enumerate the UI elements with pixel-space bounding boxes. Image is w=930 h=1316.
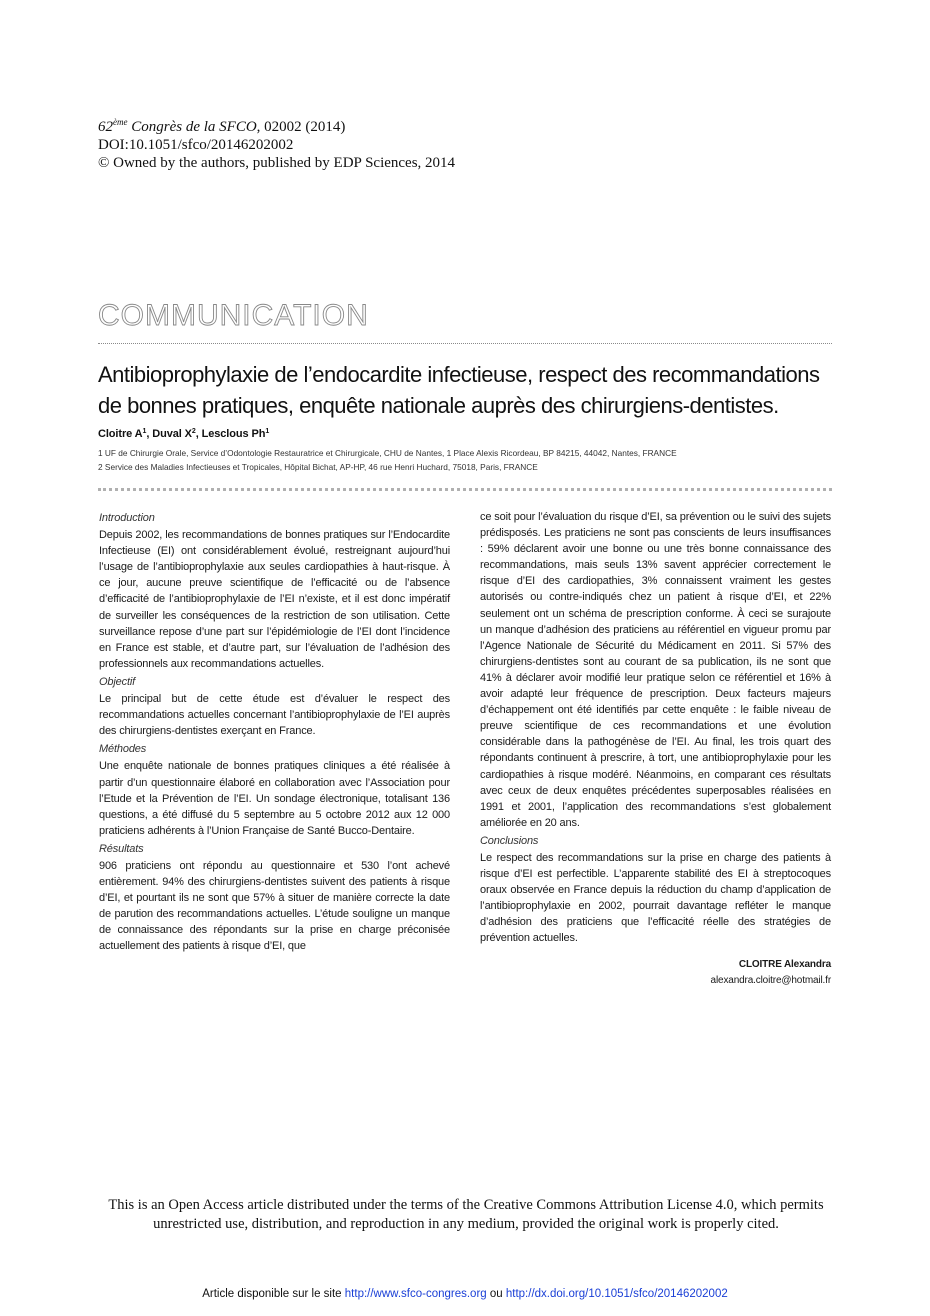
affiliation: 1 UF de Chirurgie Orale, Service d’Odontologie Restauratrice et Chirurgicale, CHU de Nantes, 1 Place Alexis Ricordeau, BP 84215, 44042, Nantes, FRANCE (98, 448, 677, 458)
affiliation: 2 Service des Maladies Infectieuses et Tropicales, Hôpital Bichat, AP-HP, 46 rue Henri Huchard, 75018, Paris, FRANCE (98, 462, 538, 472)
author-name: Duval X (152, 428, 192, 440)
objectif-text: Le principal but de cette étude est d’évaluer le respect des recommandations actuelles concernant l’antibioprophylaxie de l’EI auprès des chirurgiens-dentistes exerçant en France. (99, 693, 450, 738)
journal-citation (98, 118, 455, 136)
author-name: Lesclous Ph (201, 428, 266, 440)
congress-name: Congrès de la SFCO (127, 119, 257, 135)
resultats-text: 906 praticiens ont répondu au questionnaire et 530 l’ont achevé entièrement. 94% des chirurgiens-dentistes suivent des patients à risque d’EI, et pourtant ils ne sont que 57% à situer de manière correcte la date de parution des recommandations actuelles. L’étude souligne un manque de connaissance des répondants sur la prise en charge préconisée actuellement des patients à risque d’EI, que (99, 859, 450, 953)
signature-name: CLOITRE Alexandra (738, 958, 831, 970)
divider (98, 343, 832, 344)
section-heading: Méthodes (99, 743, 147, 756)
footer-prefix: Article disponible sur le site (202, 1288, 345, 1300)
section-label: COMMUNICATION (98, 299, 369, 332)
author-affiliation-mark: 1 (265, 428, 270, 435)
section-heading: Résultats (99, 842, 144, 855)
introduction-text: Depuis 2002, les recommandations de bonnes pratiques sur l’Endocardite Infectieuse (EI) ont considérablement évolué, restreignant aujourd’hui l’usage de l’antibioprophylaxie aux seules cardiopathies à haut-risque. À ce jour, aucune preuve scientifique de l’efficacité ou de l’absence d’efficacité de l’antibioprophylaxie de l’EI n’existe, et il est donc impératif de surveiller les conséquences de la restriction de son utilisation. Cette surveillance repose d’une part sur l’épidémiologie de l’EI dont l’incidence en France est stable, et d’autre part, sur l’évaluation de l’adhésion des professionnels aux recommandations actuelles. (99, 529, 450, 670)
doi-link[interactable]: http://dx.doi.org/10.1051/sfco/20146202002 (505, 1288, 728, 1300)
resultats-text-continued: ce soit pour l’évaluation du risque d’EI, sa prévention ou le suivi des sujets prédisposés. Les praticiens ne sont pas conscients de leurs insuffisances : 59% déclarent avoir une bonne ou une très bonne connaissance des recommandations, mais seuls 13% savent apprécier correctement le risque d’EI des cardiopathies, 3% connaissent vraiment les gestes autorisés ou contre-indiqués chez un patient à risque d’EI, et 22% seulement ont un schéma de prescription conforme. À ceci se surajoute un manque d’adhésion des praticiens au référentiel en vigueur promu par l’Agence Nationale de Sécurité du Médicament en 2011. Si 57% des chirurgiens-dentistes sont au courant de sa publication, ils ne sont que 41% à déclarer avoir modifié leur pratique selon ce référentiel et 16% à avoir adapté leur fréquence de prescription. Deux facteurs majeurs d’échappement ont été identifiés par cette enquête : le faible niveau de preuve scientifique de ces recommandations et une évolution considérable dans la pathogénèse de l’EI. Au final, les trois quart des répondants continuent à prescrire, à tort, une antibioprophylaxie pour les cardiopathies à risque modéré. Néanmoins, en comparant ces résultats avec ceux de deux enquêtes précédentes superposables réalisées en 1991 et 2001, l’application des recommandations s’est globalement améliorée en 20 ans. (480, 511, 831, 829)
methodes-text: Une enquête nationale de bonnes pratiques cliniques a été réalisée à partir d’un questionnaire élaboré en collaboration avec l’Association pour l’Etude et la Prévention de l’EI. Un sondage électronique, totalisant 136 questions, a été diffusé du 5 septembre au 5 octobre 2012 aux 12 000 praticiens adhérents à l’Union Française de Santé Bucco-Dentaire. (99, 760, 450, 837)
section-heading: Introduction (99, 512, 155, 524)
journal-header (98, 118, 455, 172)
paper-title: Antibioprophylaxie de l’endocardite infectieuse, respect des recommandations de bonnes pratiques, enquête nationale auprès des chirurgiens-dentistes. (98, 362, 820, 418)
congress-ordinal: ème (113, 117, 128, 127)
author-list: Cloitre $A^1$, Duval $X^2$, Lesclous Ph$^1$ (98, 428, 270, 440)
left-column (99, 509, 450, 957)
signature-email: alexandra.cloitre@hotmail.fr (710, 974, 831, 986)
congress-site-link[interactable]: http://www.sfco-congres.org (344, 1288, 487, 1300)
author-affiliation-mark: 2 (191, 428, 196, 435)
author-name: Cloitre A (98, 428, 143, 440)
author-affiliation-mark: 1 (142, 428, 147, 435)
license-statement: This is an Open Access article distributed under the terms of the Creative Commons Attribution License 4.0, which permits unrestricted use, distribution, and reproduction in any medium, provided the original work is properly cited. (108, 1197, 824, 1232)
divider (98, 488, 832, 491)
copyright-line: © Owned by the authors, published by EDP Sciences, 2014 (98, 155, 456, 171)
section-heading: Conclusions (480, 834, 539, 847)
right-column (480, 509, 831, 989)
congress-number: 62 (98, 119, 113, 135)
conclusions-text: Le respect des recommandations sur la prise en charge des patients à risque d’EI est perfectible. L’apparente stabilité des EI à streptocoques oraux observée en France depuis la réduction du champ d’application de l’antibioprophylaxie en 2002, pourrait davantage refléter le manque d’adhésion des praticiens que l’efficacité réelle des stratégies de prévention actuelles. (480, 851, 831, 945)
doi-line: DOI:10.1051/sfco/20146202002 (98, 137, 294, 153)
footer: Article disponible sur le site http://www.sfco-congres.org ou http://dx.doi.org/10.1051/sfco/20146202002 (202, 1288, 728, 1300)
section-heading: Objectif (99, 675, 136, 688)
article-number: , 02002 (2014) (256, 119, 346, 135)
